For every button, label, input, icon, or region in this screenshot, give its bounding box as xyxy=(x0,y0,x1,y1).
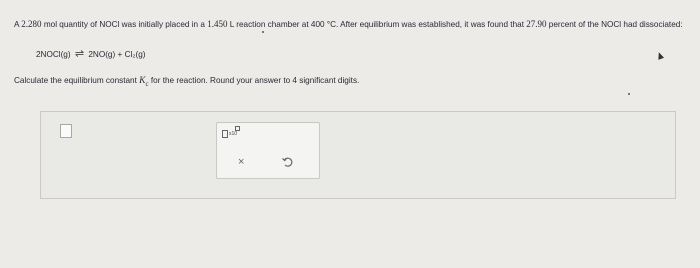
reactant: 2NOCl(g) xyxy=(36,50,71,59)
clear-button[interactable]: × xyxy=(238,156,245,168)
mouse-cursor-icon xyxy=(656,51,664,60)
chamber-volume: 1.450 xyxy=(207,19,228,29)
exponent-box-icon xyxy=(235,126,240,131)
equilibrium-arrow: ⇌ xyxy=(74,48,85,60)
initial-amount: 2.280 xyxy=(21,19,42,29)
undo-icon[interactable] xyxy=(281,155,295,169)
kc-symbol: $K_c$ xyxy=(139,76,149,88)
dissociation-percent: 27.90 xyxy=(526,19,547,29)
answer-input[interactable] xyxy=(60,124,72,138)
reaction-equation xyxy=(36,47,145,60)
answer-area xyxy=(40,111,676,199)
base-box-icon xyxy=(222,130,228,138)
product-cl2: Cl₂(g) xyxy=(124,50,146,59)
scientific-notation-button[interactable] xyxy=(222,126,242,140)
product-no: 2NO(g) xyxy=(88,50,116,59)
times-ten-label: x10 xyxy=(229,131,238,137)
cursor-dot xyxy=(262,31,264,33)
plus-sign: + xyxy=(117,50,123,59)
problem-statement: A 2.280 mol quantity of NOCl was initially placed in a 1.450 L reaction chamber at 400 °C. After equilibrium was established, it was found that 27.90 percent of the NOCl had dissociated: xyxy=(14,19,683,29)
screen-speck xyxy=(628,93,630,95)
instruction-text: Calculate the equilibrium constant $K_c$ for the reaction. Round your answer to 4 significant digits. xyxy=(14,76,360,88)
